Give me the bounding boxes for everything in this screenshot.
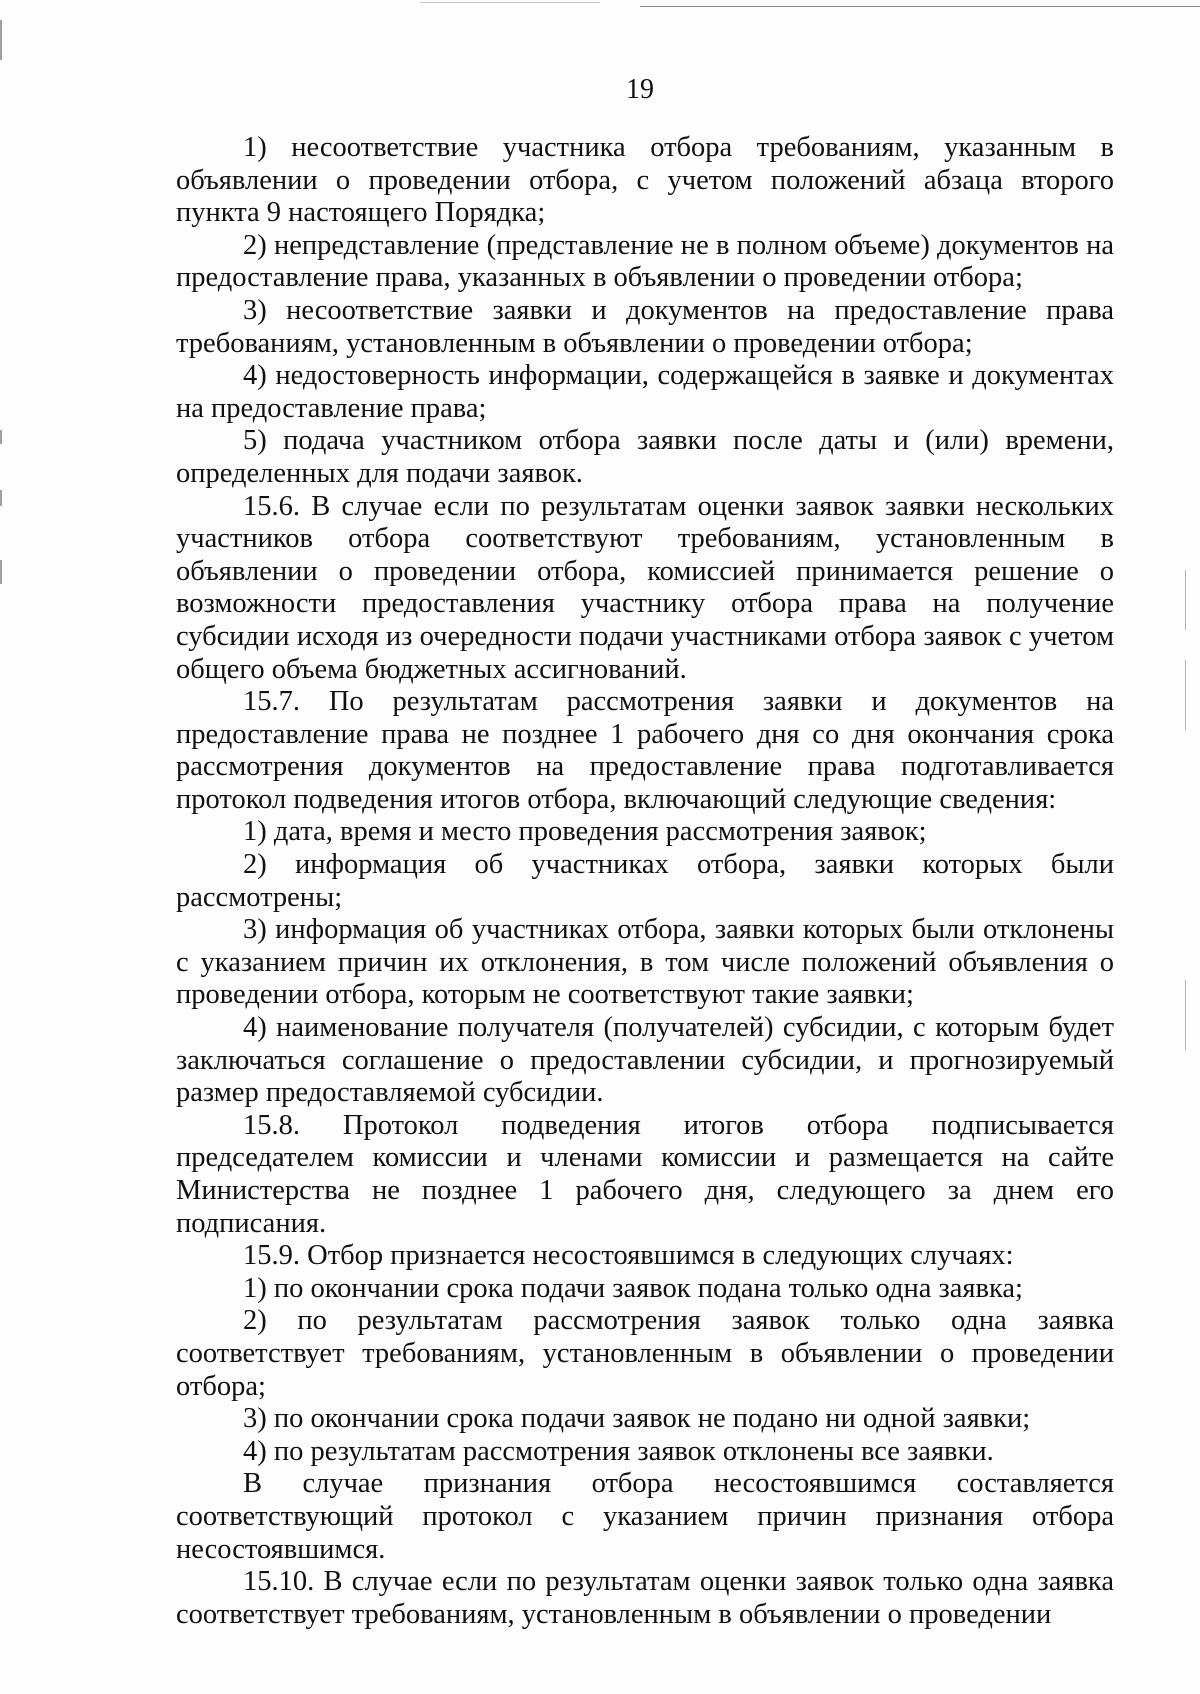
paragraph: 2) непредставление (представление не в полном объеме) документов на предоставление права, указанных в объявлении о проведении отбора; (176, 229, 1114, 294)
page-number: 19 (626, 74, 654, 105)
paragraph: 2) по результатам рассмотрения заявок только одна заявка соответствует требованиям, установленным в объявлении о проведении отбора; (176, 1305, 1114, 1402)
scan-border-line (640, 6, 1200, 7)
scan-edge-mark (1185, 660, 1186, 730)
paragraph: 15.8. Протокол подведения итогов отбора подписывается председателем комиссии и членами комиссии и размещается на сайте Министерства не позднее 1 рабочего дня, следующего за днем его подписания. (176, 1109, 1114, 1239)
scan-edge-mark (1185, 980, 1186, 1050)
paragraph: 2) информация об участниках отбора, заявки которых были рассмотрены; (176, 849, 1114, 913)
paragraph: 5) подача участником отбора заявки после даты и (или) времени, определенных для подачи заявок. (176, 425, 1114, 489)
paragraph: 3) несоответствие заявки и документов на предоставление права требованиям, установленным в объявлении о проведении отбора; (176, 294, 1114, 359)
paragraph: 4) по результатам рассмотрения заявок отклонены все заявки. (243, 1435, 994, 1467)
scan-edge-mark (0, 560, 2, 584)
paragraph: 15.6. В случае если по результатам оценки заявок заявки нескольких участников отбора соответствуют требованиям, установленным в объявлении о проведении отбора, комиссией принимается решение о возможности предоставления участнику отбора права на получение субсидии исходя из очередности подачи участниками отбора заявок с учетом общего объема бюджетных ассигнований. (176, 490, 1114, 685)
paragraph: 3) по окончании срока подачи заявок не подано ни одной заявки; (243, 1403, 1031, 1435)
scan-border-line (420, 2, 600, 3)
document-body (176, 132, 1114, 1631)
paragraph: 1) дата, время и место проведения рассмотрения заявок; (243, 816, 927, 848)
scan-edge-mark (0, 430, 2, 444)
paragraph: 4) недостоверность информации, содержащейся в заявке и документах на предоставление права; (176, 360, 1114, 424)
paragraph: 3) информация об участниках отбора, заявки которых были отклонены с указанием причин их отклонения, в том числе положений объявления о проведении отбора, которым не соответствуют такие заявки; (176, 914, 1114, 1011)
paragraph: 15.9. Отбор признается несостоявшимся в следующих случаях: (243, 1240, 1014, 1272)
paragraph: 15.10. В случае если по результатам оценки заявок только одна заявка соответствует требованиям, установленным в объявлении о проведении (176, 1566, 1114, 1630)
scan-edge-mark (0, 490, 2, 506)
scan-edge-mark (1185, 570, 1186, 630)
paragraph: В случае признания отбора несостоявшимся составляется соответствующий протокол с указанием причин признания отбора несостоявшимся. (176, 1468, 1114, 1565)
paragraph: 1) по окончании срока подачи заявок подана только одна заявка; (243, 1272, 1023, 1304)
paragraph: 15.7. По результатам рассмотрения заявки и документов на предоставление права не позднее 1 рабочего дня со дня окончания срока рассмотрения документов на предоставление права подготавливается протокол подведения итогов отбора, включающий следующие сведения: (176, 686, 1114, 815)
paragraph: 1) несоответствие участника отбора требованиям, указанным в объявлении о проведении отбора, с учетом положений абзаца второго пункта 9 настоящего Порядка; (176, 132, 1114, 229)
scan-edge-mark (0, 20, 2, 60)
paragraph: 4) наименование получателя (получателей) субсидии, с которым будет заключаться соглашение о предоставлении субсидии, и прогнозируемый размер предоставляемой субсидии. (176, 1012, 1114, 1109)
